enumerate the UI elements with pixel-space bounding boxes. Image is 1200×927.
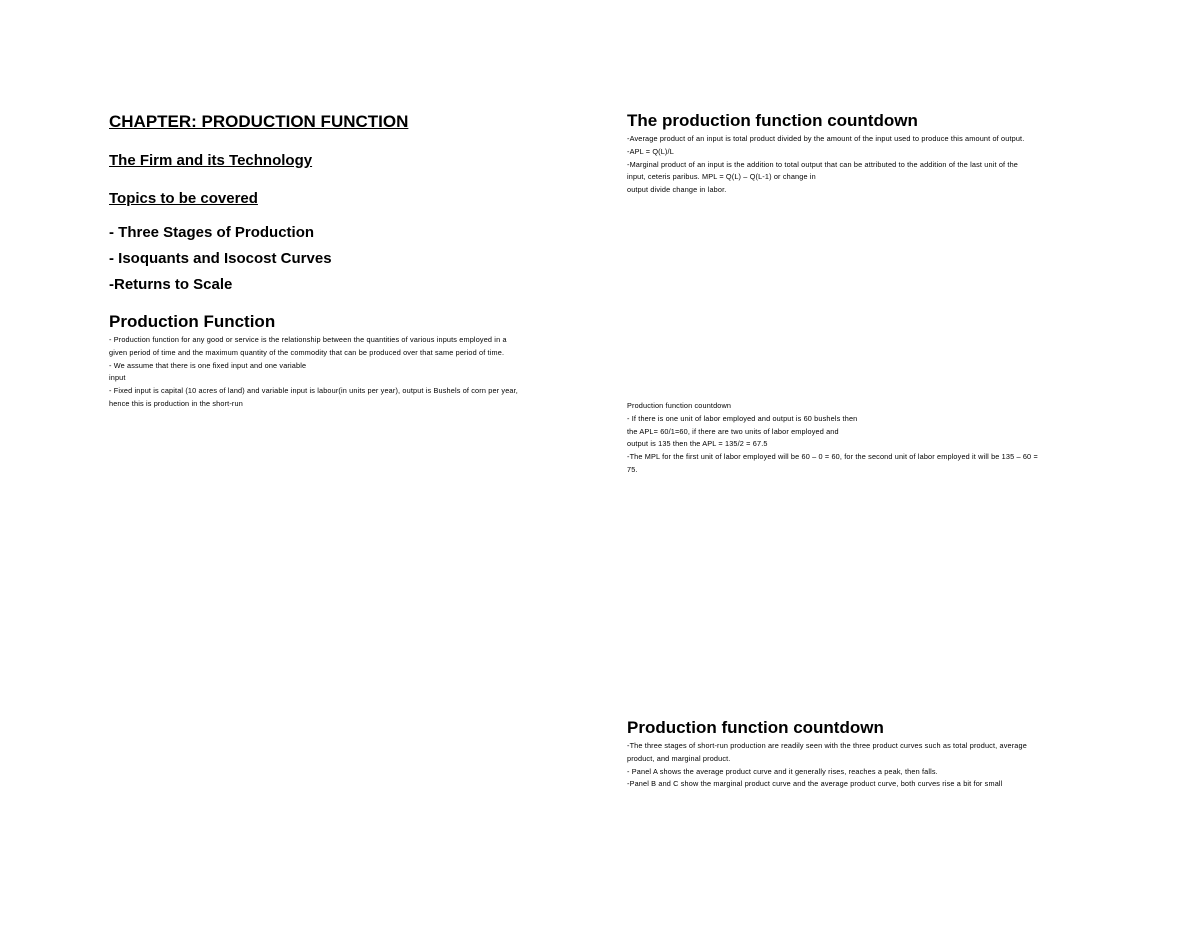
body-line: - If there is one unit of labor employed and output is 60 bushels then: [627, 413, 858, 423]
countdown-heading: Production function countdown: [627, 718, 884, 737]
section-heading: Production Function: [109, 312, 276, 331]
body-line: hence this is production in the short-run: [109, 398, 243, 408]
right-middle-panel: [627, 400, 1107, 477]
body-line: -The MPL for the first unit of labor employed will be 60 – 0 = 60, for the second unit of labor employed it will be 135 – 60 =: [627, 452, 1038, 462]
body-line: output divide change in labor.: [627, 185, 727, 195]
countdown-body: [627, 133, 1107, 197]
body-line: -APL = Q(L)/L: [627, 146, 674, 156]
body-line: - Fixed input is capital (10 acres of land) and variable input is labour(in units per year), output is Bushels of corn per year,: [109, 386, 518, 396]
topics-list: [109, 220, 589, 298]
countdown-heading: The production function countdown: [627, 111, 918, 130]
body-line: - Production function for any good or service is the relationship between the quantities of various inputs employed in a: [109, 335, 507, 344]
body-line: output is 135 then the APL = 135/2 = 67.5: [627, 439, 768, 449]
body-line: 75.: [627, 464, 638, 474]
right-bottom-panel: [627, 718, 1107, 791]
topics-heading: Topics to be covered: [109, 190, 258, 207]
body-line: -Average product of an input is total product divided by the amount of the input used to produce this amount of output.: [627, 134, 1025, 143]
body-line: input: [109, 373, 126, 383]
topic-item: -Returns to Scale: [109, 276, 233, 293]
body-line: Production function countdown: [627, 401, 732, 410]
body-line: given period of time and the maximum quantity of the commodity that can be produced over that same period of time.: [109, 347, 505, 357]
right-top-panel: [627, 111, 1107, 197]
countdown-body: [627, 740, 1107, 791]
topic-item: - Isoquants and Isocost Curves: [109, 250, 332, 267]
body-line: -Panel B and C show the marginal product curve and the average product curve, both curves rise a bit for small: [627, 779, 1003, 789]
body-line: - We assume that there is one fixed input and one variable: [109, 360, 307, 370]
body-line: the APL= 60/1=60, if there are two units of labor employed and: [627, 426, 839, 436]
body-line: product, and marginal product.: [627, 753, 731, 763]
body-line: input, ceteris paribus. MPL = Q(L) – Q(L-1) or change in: [627, 172, 816, 182]
body-line: - Panel A shows the average product curve and it generally rises, reaches a peak, then falls.: [627, 766, 938, 776]
subtitle: The Firm and its Technology: [109, 152, 313, 169]
section-body: [109, 334, 589, 411]
chapter-title: CHAPTER: PRODUCTION FUNCTION: [109, 112, 409, 131]
topic-item: - Three Stages of Production: [109, 224, 315, 241]
body-line: -The three stages of short-run production are readily seen with the three product curves such as total product, average: [627, 741, 1027, 750]
left-panel: [109, 112, 589, 411]
body-line: -Marginal product of an input is the addition to total output that can be attributed to the addition of the last unit of the: [627, 159, 1018, 169]
